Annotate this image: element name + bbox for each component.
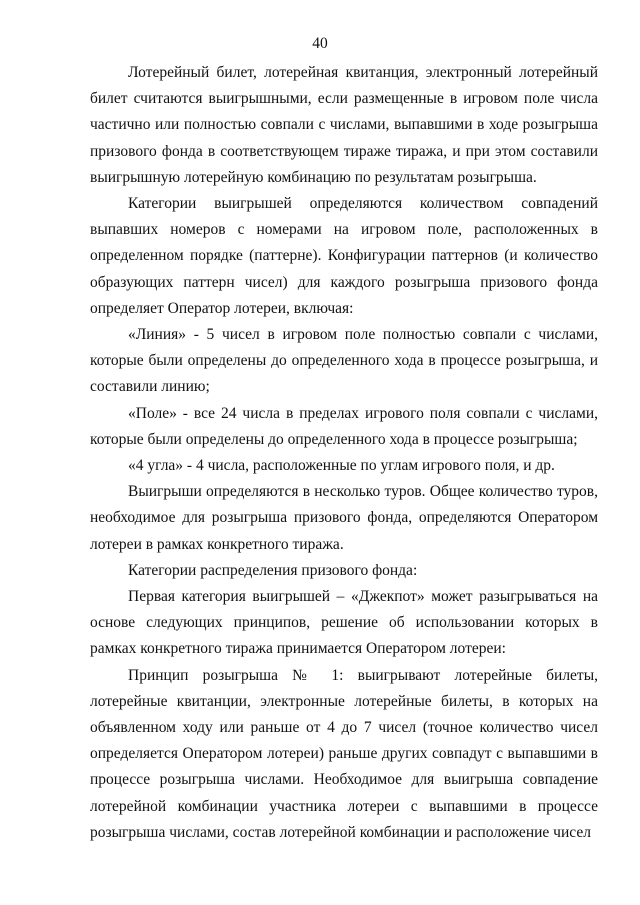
paragraph-distribution-heading: Категории распределения призового фонда:	[128, 561, 418, 579]
paragraph-four-corners-pattern: «4 угла» - 4 числа, расположенные по углам игрового поля, и др.	[128, 457, 555, 475]
paragraph-principle-1: Принцип розыгрыша № 1: выигрывают лотерейные билеты, лотерейные квитанции, электронные лотерейные билеты, в которых на объявленном ходу или раньше от 4 до 7 чисел (точное количество чисел определяется Оператором лотереи) раньше других совпадут с выпавшими в процессе розыгрыша числами. Необходимое для выигрыша совпадение лотерейной комбинации участника лотереи с выпавшими в процессе розыгрыша числами, состав лотерейной комбинации и расположение чисел	[90, 666, 598, 841]
paragraph-rounds: Выигрыши определяются в несколько туров. Общее количество туров, необходимое для розыгрыша призового фонда, определяются Оператором лотереи в рамках конкретного тиража.	[90, 483, 598, 553]
paragraph-line-pattern: «Линия» - 5 чисел в игровом поле полностью совпали с числами, которые были определены до определенного хода в процессе розыгрыша, и составили линию;	[90, 326, 598, 396]
paragraph-jackpot: Первая категория выигрышей – «Джекпот» может разыгрываться на основе следующих принципов, решение об использовании которых в рамках конкретного тиража принимается Оператором лотереи:	[90, 588, 598, 658]
page-body	[90, 60, 598, 846]
page-number: 40	[312, 35, 328, 52]
paragraph-winning-tickets: Лотерейный билет, лотерейная квитанция, электронный лотерейный билет считаются выигрышными, если размещенные в игровом поле числа частично или полностью совпали с числами, выпавшими в ходе розыгрыша призового фонда в соответствующем тираже тиража, и при этом составили выигрышную лотерейную комбинацию по результатам розыгрыша.	[90, 64, 598, 186]
paragraph-field-pattern: «Поле» - все 24 числа в пределах игрового поля совпали с числами, которые были определены до определенного хода в процессе розыгрыша;	[90, 404, 598, 448]
paragraph-prize-categories: Категории выигрышей определяются количеством совпадений выпавших номеров с номерами на игровом поле, расположенных в определенном порядке (паттерне). Конфигурации паттернов (и количество образующих паттерн чисел) для каждого розыгрыша призового фонда определяет Оператор лотереи, включая:	[90, 195, 598, 317]
